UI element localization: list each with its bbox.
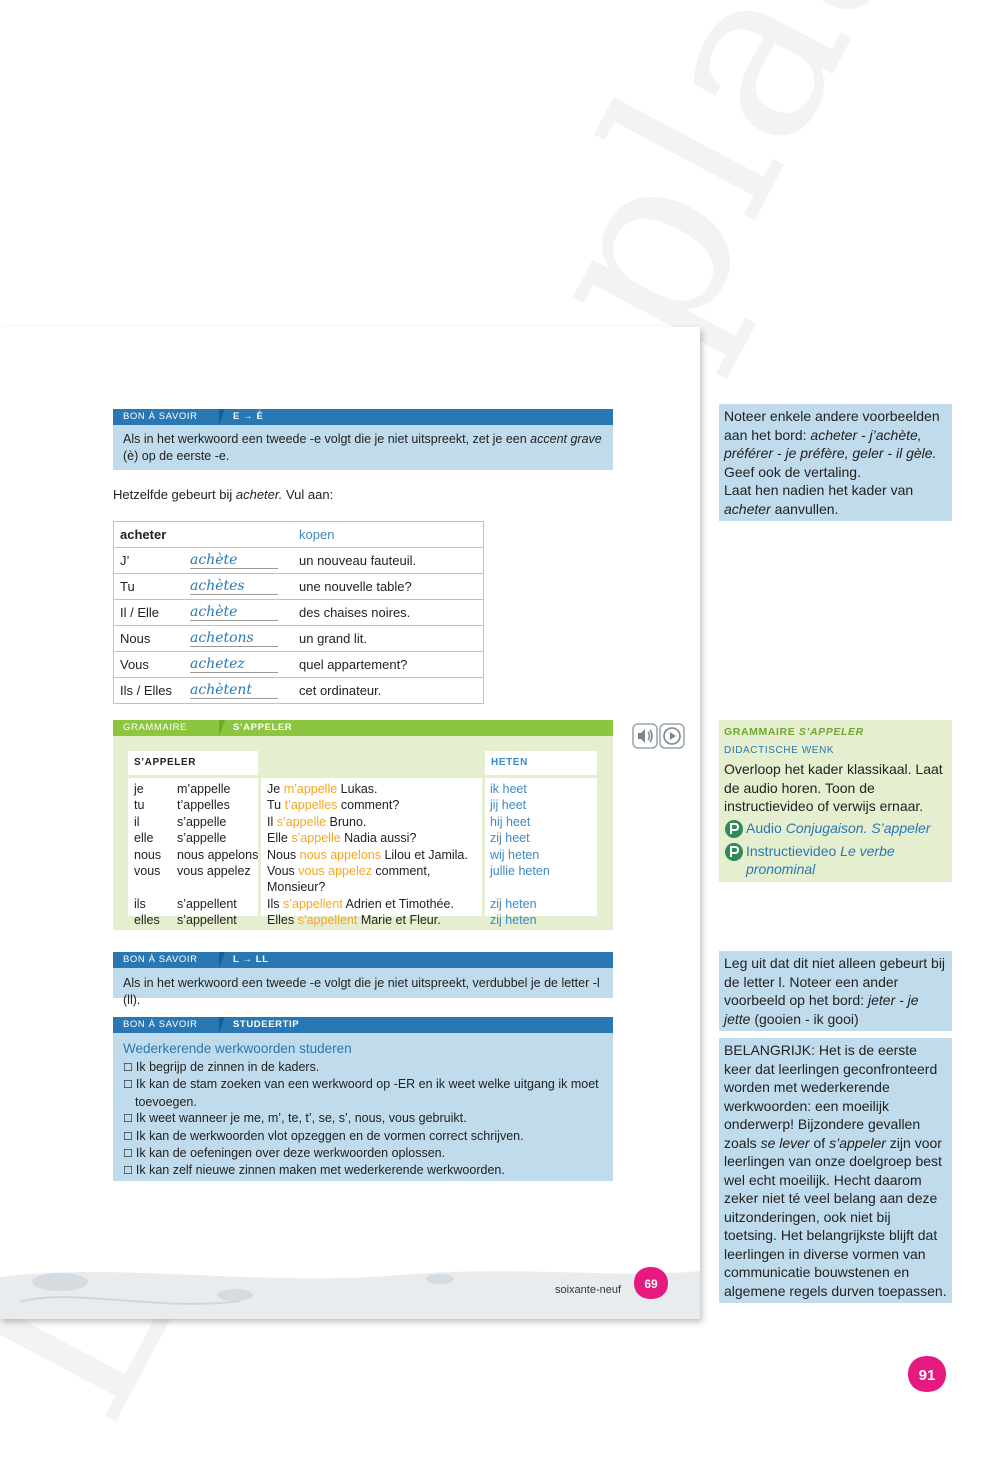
bon-a-savoir-box-l: Als in het werkwoord een tweede -e volgt die je niet uitspreekt, verdubbel je de letter -l (ll). [113,968,613,998]
audio-link[interactable]: Audio Conjugaison. S’appeler [724,819,947,839]
acheter-table [113,521,484,704]
answer-field[interactable]: achetons [190,631,278,647]
checklist-item[interactable]: ☐ Ik weet wanneer je me, m’, te, t’, se, s’, nous, vous gebruikt. [123,1110,603,1127]
grammaire-bar: GRAMMAIRE S’APPELER [113,720,613,736]
answer-field[interactable]: achètes [190,579,278,595]
conjugation-rows: je m’appelle Je m’appelle Lukas. ik heet tu t’appelles Tu t’appelles comment? jij heet il s’appelle Il s’appelle Bruno. hij heet elle s’appelle Elle s’appelle Nadia aussi? zij heet nous nous appelons Nous nous appelons Lilou et Jamila. wij heten vous vous appelez Vous vous appelez comment, Monsieur? jullie heten ils s’appellent Ils s’appellent Adrien et Timothée. zij heten elles s’appellent Elles s’appellent Marie et Fleur. zij heten [134,782,550,928]
table-row: Vous achetez quel appartement? [114,652,484,678]
studeertip-box [113,1033,613,1181]
answer-field[interactable]: achètent [190,683,278,699]
grammar-teacher-note [719,720,952,882]
grammar-note-title: GRAMMAIRE S’APPELER [724,726,864,738]
teacher-note-3: BELANGRIJK: Het is de eerste keer dat leerlingen geconfronteerd worden met wederkerende werkwoorden: een moeilijk onderwerp! Bijzondere gevallen zoals se lever of s’appeler zijn voor leerlingen van onze doelgroep best wel echt moeilijk. Hecht daarom zeker niet té veel belang aan deze uitzonderingen, ook niet bij toetsing. Het belangrijkste blijft dat leerlingen in diverse vormen van communicatie bouwstenen en algemene regels durven toepassen. [719,1038,952,1303]
teacher-note-1: Noteer enkele andere voorbeelden aan het bord: acheter - j’achète, préférer - je préfère, geler - il gèle. Geef ook de vertaling. Laat hen nadien het kader van acheter aanvullen. [719,404,952,521]
bon-a-savoir-bar-studeertip: BON À SAVOIR STUDEERTIP [113,1017,613,1033]
bon-a-savoir-bar-l: BON À SAVOIR L → LL [113,952,613,968]
translation-header: kopen [293,522,484,548]
teacher-note-2: Leg uit dat dit niet alleen gebeurt bij de letter l. Noteer een ander voorbeeld op het bord: jeter - je jette (gooien - ik gooi) [719,951,952,1031]
outer-page-number-blob [906,1354,948,1394]
checklist-item[interactable]: ☐ Ik kan de oefeningen over deze werkwoorden oplossen. [123,1145,603,1162]
grammaire-box [113,736,613,930]
outer-page-number: 91 [918,1367,936,1384]
table-row: Tu achètes une nouvelle table? [114,574,484,600]
pelckmans-portal-icon [724,819,744,839]
table-row: Il / Elle achète des chaises noires. [114,600,484,626]
bon-a-savoir-bar-e: BON À SAVOIR E → È [113,409,613,425]
table-row: J’ achète un nouveau fauteuil. [114,548,484,574]
bon-a-savoir-box-e: Als in het werkwoord een tweede -e volgt die je niet uitspreekt, zet je een accent grave (è) op de eerste -e. [113,425,613,470]
table-row: Nous achetons un grand lit. [114,626,484,652]
table-row: Ils / Elles achètent cet ordinateur. [114,678,484,704]
page-word: soixante-neuf [555,1284,622,1296]
grammar-note-text: Overloop het kader klassikaal. Laat de audio horen. Toon de instructievideo of verwijs ernaar. [724,761,943,814]
grammar-note-subtitle: DIDACTISCHE WENK [724,744,835,756]
video-icon[interactable] [659,723,685,749]
intro-text: Hetzelfde gebeurt bij acheter. Vul aan: [113,487,334,502]
checklist-item[interactable]: ☐ Ik begrijp de zinnen in de kaders. [123,1059,603,1076]
studeertip-title: Wederkerende werkwoorden studeren [123,1041,352,1056]
checklist-item[interactable]: ☐ Ik kan de stam zoeken van een werkwoord op -ER en ik weet welke uitgang ik moet toevoegen. [123,1076,603,1110]
page-number: 69 [644,1277,658,1291]
heten-header: HETEN [485,751,597,775]
sappeler-header: S’APPELER [128,751,258,775]
answer-field[interactable]: achetez [190,657,278,673]
video-link[interactable]: Instructievideo Le verbe pronominal [724,842,947,879]
checklist [123,1059,603,1180]
table-header-row [114,522,484,548]
pelckmans-portal-icon [724,842,744,862]
answer-field[interactable]: achète [190,605,278,621]
answer-field[interactable]: achète [190,553,278,569]
checklist-item[interactable]: ☐ Ik kan zelf nieuwe zinnen maken met wederkerende werkwoorden. [123,1162,603,1179]
acheter-header: acheter [114,522,294,548]
page-number-blob [632,1265,670,1301]
speaker-icon[interactable] [632,723,658,749]
checklist-item[interactable]: ☐ Ik kan de werkwoorden vlot opzeggen en de vormen correct schrijven. [123,1128,603,1145]
